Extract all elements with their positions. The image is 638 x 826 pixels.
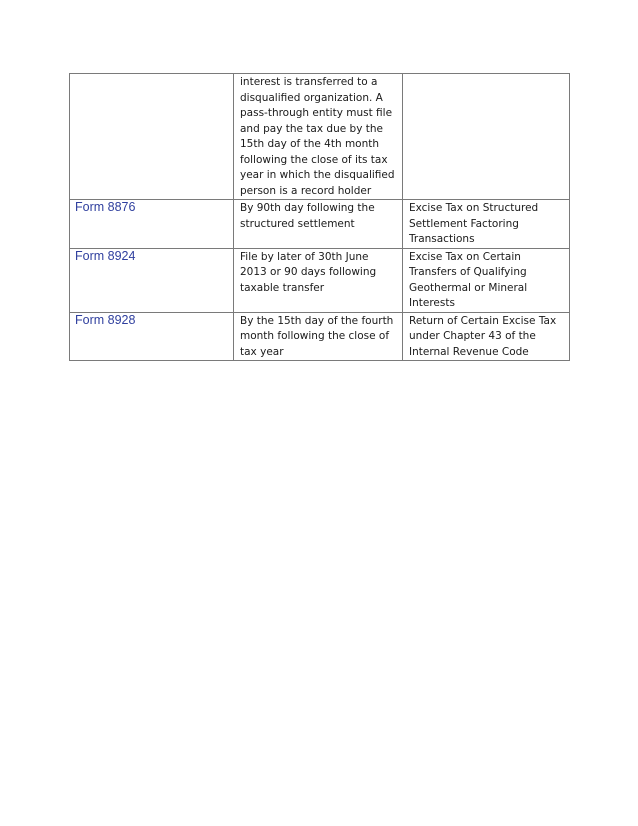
table-row [70,74,570,200]
form-number-cell [70,200,234,249]
form-number-cell [70,312,234,361]
description-text: Return of Certain Excise Tax under Chapter 43 of the Internal Revenue Code [409,314,557,358]
description-cell [403,74,570,200]
table-row [70,312,570,361]
due-date-cell [234,200,403,249]
table-row [70,248,570,312]
form-link-8928[interactable]: Form 8928 [75,312,136,327]
description-text: Excise Tax on Structured Settlement Factoring Transactions [409,202,539,245]
due-date-text: By the 15th day of the fourth month following the close of tax year [240,314,394,358]
table-row [70,200,570,249]
description-cell [403,200,570,249]
description-cell [403,312,570,361]
form-number-cell [70,248,234,312]
due-date-text: interest is transferred to a disqualified organization. A pass-through entity must file and pay the tax due by the 15th day of the 4th month following the close of its tax year in which the disqualified person is a record holder [240,76,395,197]
form-number-cell [70,74,234,200]
due-date-text: By 90th day following the structured settlement [240,202,375,230]
form-link-8924[interactable]: Form 8924 [75,248,136,263]
due-date-cell [234,248,403,312]
due-date-cell [234,74,403,200]
excise-forms-table [69,73,570,361]
due-date-text: File by later of 30th June 2013 or 90 days following taxable transfer [240,250,377,294]
description-cell [403,248,570,312]
due-date-cell [234,312,403,361]
form-link-8876[interactable]: Form 8876 [75,200,136,214]
description-text: Excise Tax on Certain Transfers of Qualifying Geothermal or Mineral Interests [409,250,528,309]
